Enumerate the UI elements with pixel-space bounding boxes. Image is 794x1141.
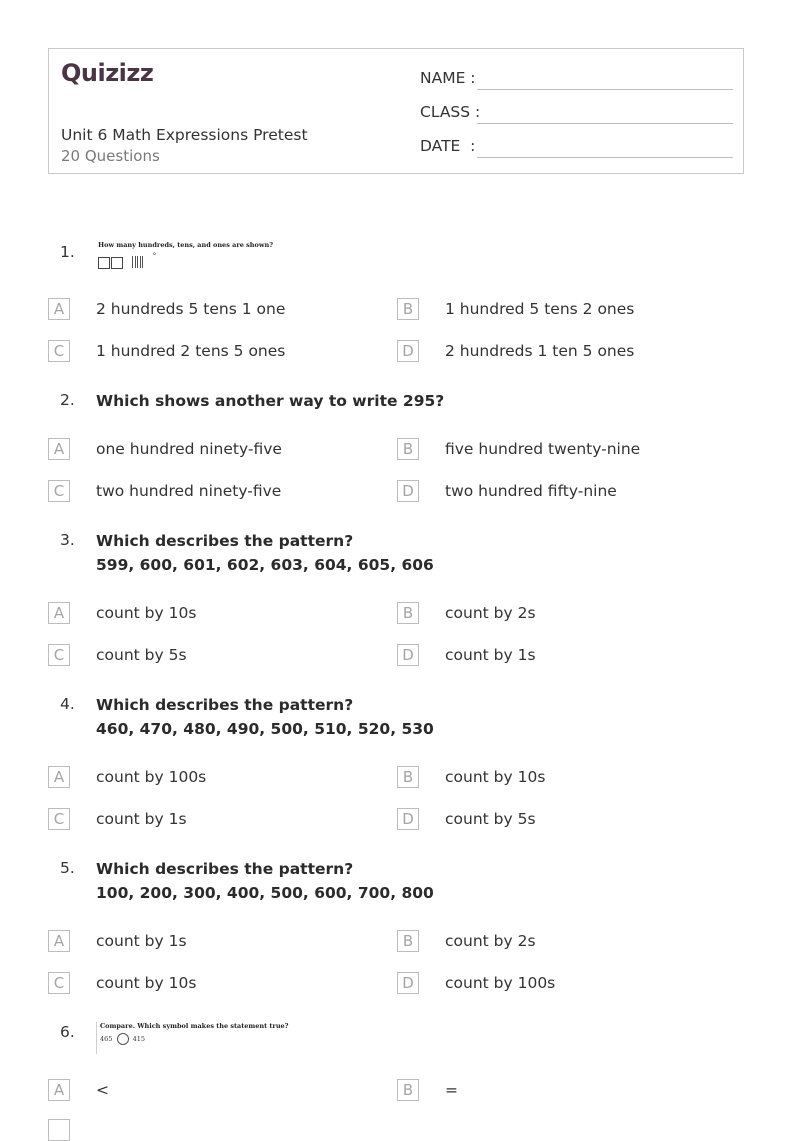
quizizz-logo: Quizizz [61,59,154,87]
option-letter[interactable]: A [48,298,70,320]
question-text [96,389,444,413]
ten-rods-icon [132,253,145,272]
option-letter[interactable]: D [397,480,419,502]
option-letter[interactable]: B [397,602,419,624]
option-text[interactable]: count by 10s [96,974,197,992]
option-text[interactable]: count by 5s [96,646,187,664]
option-text[interactable]: count by 10s [445,768,546,786]
question-line: 599, 600, 601, 602, 603, 604, 605, 606 [96,556,434,574]
question-text [96,857,434,905]
question-line: 460, 470, 480, 490, 500, 510, 520, 530 [96,720,434,738]
option-text[interactable]: two hundred fifty-nine [445,482,617,500]
option-text[interactable]: 1 hundred 5 tens 2 ones [445,300,635,318]
question-line: 100, 200, 300, 400, 500, 600, 700, 800 [96,884,434,902]
option-letter[interactable]: C [48,480,70,502]
question-line: Which describes the pattern? [96,532,354,550]
option-letter[interactable]: D [397,340,419,362]
option-letter[interactable]: B [397,1079,419,1101]
question-number: 5. [60,859,75,877]
class-field[interactable] [477,123,733,124]
question-number: 2. [60,391,75,409]
option-text[interactable]: 1 hundred 2 tens 5 ones [96,342,286,360]
question-number: 6. [60,1023,75,1041]
hundred-block-icon [98,257,110,269]
option-letter[interactable]: A [48,766,70,788]
option-letter[interactable]: C [48,644,70,666]
question-number: 1. [60,243,75,261]
option-letter[interactable]: A [48,438,70,460]
hundred-block-icon [111,257,123,269]
question-image-text: How many hundreds, tens, and ones are shown? [98,241,274,249]
worksheet-header [48,48,744,174]
option-text[interactable]: count by 1s [96,810,187,828]
option-letter[interactable]: A [48,602,70,624]
option-letter[interactable]: A [48,1079,70,1101]
option-letter[interactable]: A [48,930,70,952]
option-text[interactable]: < [96,1081,109,1099]
date-label: DATE : [420,137,476,155]
option-letter[interactable]: B [397,930,419,952]
option-letter[interactable]: B [397,438,419,460]
question-number: 3. [60,531,75,549]
compare-right-number: 415 [132,1035,145,1043]
question-count: 20 Questions [61,147,160,165]
option-letter[interactable]: B [397,298,419,320]
class-label: CLASS : [420,103,481,121]
option-letter[interactable]: B [397,766,419,788]
option-text[interactable]: 2 hundreds 5 tens 1 one [96,300,286,318]
option-text[interactable]: count by 2s [445,932,536,950]
option-letter[interactable]: D [397,808,419,830]
compare-row [100,1033,289,1045]
option-text[interactable]: count by 5s [445,810,536,828]
one-cube-icon: ° [152,252,157,260]
option-text[interactable]: count by 100s [96,768,207,786]
question-text [96,529,434,577]
option-text[interactable]: one hundred ninety-five [96,440,282,458]
option-letter[interactable]: D [397,972,419,994]
image-edge-divider [96,1022,97,1054]
question-image [98,241,273,272]
option-text[interactable]: two hundred ninety-five [96,482,282,500]
name-field[interactable] [477,89,733,90]
option-text[interactable]: count by 10s [96,604,197,622]
option-letter[interactable]: D [397,644,419,666]
question-text [96,693,434,741]
compare-circle-icon [117,1033,129,1045]
option-letter[interactable] [48,1119,70,1141]
name-label: NAME : [420,69,476,87]
option-text[interactable]: count by 2s [445,604,536,622]
option-text[interactable]: count by 100s [445,974,556,992]
option-text[interactable]: five hundred twenty-nine [445,440,641,458]
option-text[interactable]: = [445,1081,458,1099]
question-line: Which shows another way to write 295? [96,392,445,410]
question-line: Which describes the pattern? [96,860,354,878]
worksheet-title: Unit 6 Math Expressions Pretest [61,126,308,144]
base-ten-blocks [98,252,273,272]
option-text[interactable]: 2 hundreds 1 ten 5 ones [445,342,635,360]
question-number: 4. [60,695,75,713]
question-image [100,1022,289,1045]
option-letter[interactable]: C [48,808,70,830]
option-text[interactable]: count by 1s [445,646,536,664]
option-letter[interactable]: C [48,340,70,362]
question-line: Which describes the pattern? [96,696,354,714]
question-image-text: Compare. Which symbol makes the statement true? [100,1022,289,1030]
date-field[interactable] [477,157,733,158]
option-text[interactable]: count by 1s [96,932,187,950]
option-letter[interactable]: C [48,972,70,994]
compare-left-number: 465 [100,1035,113,1043]
